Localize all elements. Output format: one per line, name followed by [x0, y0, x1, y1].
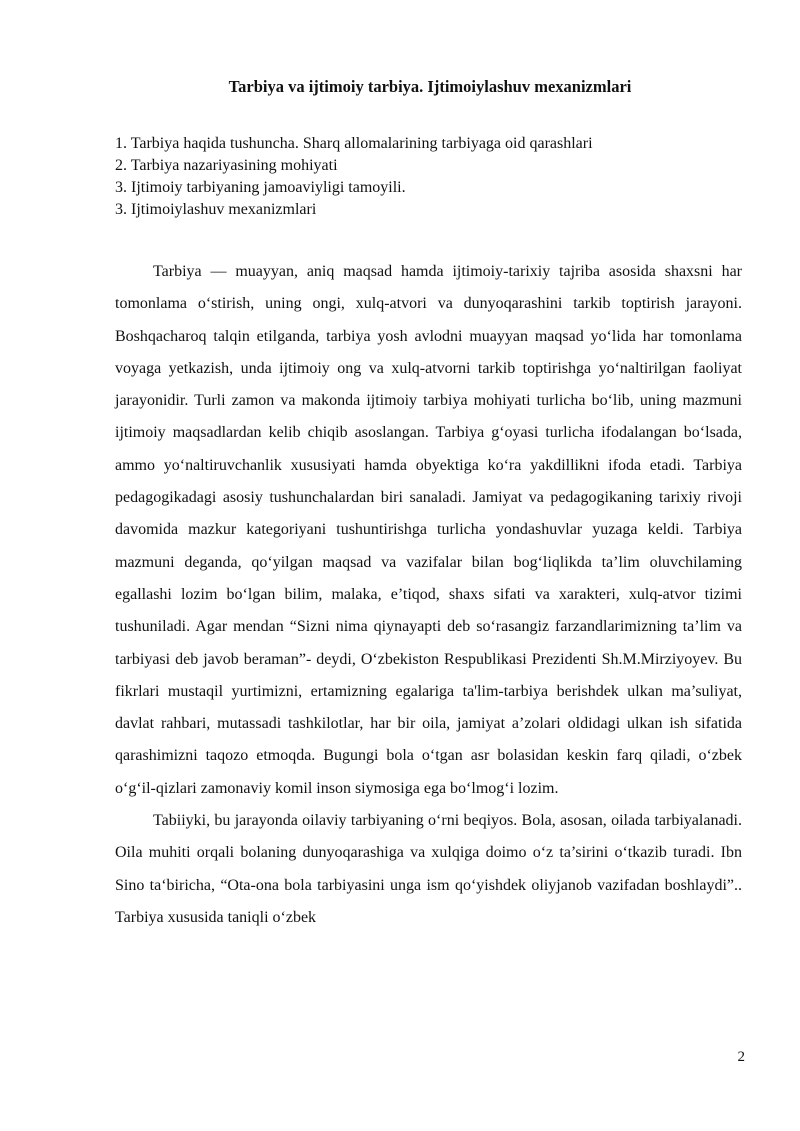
topic-outline [115, 133, 745, 221]
page-number: 2 [737, 1049, 745, 1065]
document-title: Tarbiya va ijtimoiy tarbiya. Ijtimoiylashuv mexanizmlari [228, 77, 632, 96]
body-paragraph: Tabiiyki, bu jarayonda oilaviy tarbiyaning o‘rni beqiyos. Bola, asosan, oilada tarbiyalanadi. Oila muhiti orqali bolaning dunyoqarashiga va xulqiga doimo o‘z ta’sirini o‘tkazib turadi. Ibn Sino ta‘biricha, “Ota-ona bola tarbiyasini unga ism qo‘yishdek oliyjanob vazifadan boshlaydi”.. Tarbiya xususida taniqli o‘zbek [115, 812, 742, 926]
outline-item: 3. Ijtimoiy tarbiyaning jamoaviyligi tamoyili. [115, 179, 406, 196]
outline-item: 1. Tarbiya haqida tushuncha. Sharq allomalarining tarbiyaga oid qarashlari [115, 135, 593, 152]
body-text [115, 256, 742, 934]
body-paragraph: Tarbiya — muayyan, aniq maqsad hamda ijtimoiy-tarixiy tajriba asosida shaxsni har tomonlama o‘stirish, uning ongi, xulq-atvori va dunyoqarashini tarkib toptirish jarayoni. Boshqacharoq talqin etilganda, tarbiya yosh avlodni muayyan maqsad yo‘lida har tomonlama voyaga yetkazish, unda ijtimoiy ong va xulq-atvorni tarkib toptirishga yo‘naltirilgan faoliyat jarayonidir. Turli zamon va makonda ijtimoiy tarbiya mohiyati turlicha bo‘lib, uning mazmuni ijtimoiy maqsadlardan kelib chiqib asoslangan. Tarbiya g‘oyasi turlicha ifodalangan bo‘lsada, ammo yo‘naltiruvchanlik xususiyati hamda obyektiga ko‘ra yakdillikni ifoda etadi. Tarbiya pedagogikadagi asosiy tushunchalardan biri sanaladi. Jamiyat va pedagogikaning tarixiy rivoji davomida mazkur kategoriyani tushuntirishga turlicha yondashuvlar yuzaga keldi. Tarbiya mazmuni deganda, qo‘yilgan maqsad va vazifalar bilan bog‘liqlikda ta’lim oluvchilaming egallashi lozim bo‘lgan bilim, malaka, e’tiqod, shaxs sifati va xarakteri, xulq-atvor tizimi tushuniladi. Agar mendan “Sizni nima qiynayapti deb so‘rasangiz farzandlarimizning ta’lim va tarbiyasi deb javob beraman”- deydi, O‘zbekiston Respublikasi Prezidenti Sh.M.Mirziyoyev. Bu fikrlari mustaqil yurtimizni, ertamizning egalariga ta'lim-tarbiya berishdek ulkan ma’suliyat, davlat rahbari, mutassadi tashkilotlar, har bir oila, jamiyat a’zolari oldidagi ulkan ish sifatida qarashimizni taqozo etmoqda. Bugungi bola o‘tgan asr bolasidan keskin farq qiladi, o‘zbek o‘g‘il-qizlari zamonaviy komil inson siymosiga ega bo‘lmog‘i lozim. [115, 263, 742, 797]
outline-item: 2. Tarbiya nazariyasining mohiyati [115, 157, 338, 174]
outline-item: 3. Ijtimoiylashuv mexanizmlari [115, 201, 317, 218]
